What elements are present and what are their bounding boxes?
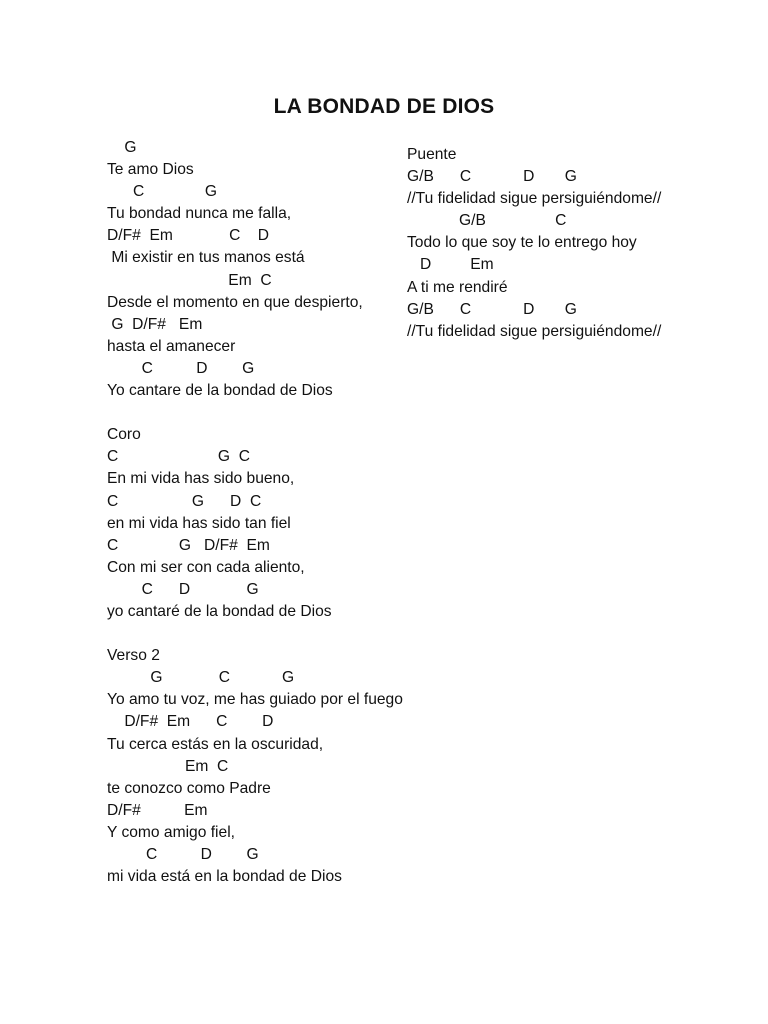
lyric-line: D/F# Em (107, 801, 208, 819)
lyric-line: C D G (107, 846, 259, 863)
lyric-line: C G D/F# Em (107, 536, 270, 554)
lyric-line: C G D C (107, 492, 262, 510)
lyric-line: //Tu fidelidad sigue persiguiéndome// (407, 322, 662, 340)
lyric-line: D Em (407, 256, 494, 274)
lyric-line: Verso 2 (107, 647, 160, 665)
lyric-line: G/B C (407, 212, 567, 230)
lyric-line: Todo lo que soy te lo entrego hoy (407, 234, 637, 252)
lyric-line: En mi vida has sido bueno, (107, 470, 295, 488)
lyric-line: C D G (107, 580, 259, 598)
lyric-line: Y como amigo fiel, (107, 823, 235, 841)
lyric-line: A ti me rendiré (407, 278, 508, 296)
lyric-line: G C G (107, 669, 295, 687)
lyric-line: G D/F# Em (107, 315, 203, 333)
lyric-line (107, 623, 403, 645)
lyric-line: G/B C D G (407, 168, 577, 186)
lyric-line: Desde el momento en que despierto, (107, 293, 363, 311)
lyric-line: D/F# Em C D (107, 713, 274, 731)
lyric-line: Em C (107, 757, 229, 775)
lyric-line: C G C (107, 448, 250, 466)
lyric-line: C D G (107, 359, 255, 377)
left-column (107, 137, 403, 888)
lyric-line: Tu bondad nunca me falla, (107, 205, 292, 223)
lyric-line: G/B C D G (407, 300, 577, 318)
lyric-line: hasta el amanecer (107, 337, 236, 355)
lyric-line: Yo amo tu voz, me has guiado por el fuego (107, 691, 403, 709)
lyric-line: te conozco como Padre (107, 779, 271, 797)
lyric-line: Te amo Dios (107, 161, 194, 179)
lyric-line: yo cantaré de la bondad de Dios (107, 602, 332, 620)
lyric-line: Coro (107, 426, 141, 444)
lyric-line: D/F# Em C D (107, 227, 270, 245)
lyric-line: Con mi ser con cada aliento, (107, 558, 305, 576)
right-column (407, 144, 661, 343)
lyric-line: C G (107, 183, 218, 201)
lyric-line: Em C (107, 271, 272, 289)
lyric-line: //Tu fidelidad sigue persiguiéndome// (407, 190, 662, 208)
lyric-line: G (107, 139, 137, 156)
lyric-line (107, 402, 403, 424)
song-title: LA BONDAD DE DIOS (273, 95, 495, 118)
lyric-line: Mi existir en tus manos está (107, 249, 305, 267)
lyric-line: Yo cantare de la bondad de Dios (107, 382, 333, 400)
lyric-line: Puente (407, 146, 457, 163)
lyric-line: Tu cerca estás en la oscuridad, (107, 735, 324, 753)
lyric-line: en mi vida has sido tan fiel (107, 514, 291, 532)
lyric-line: mi vida está en la bondad de Dios (107, 868, 342, 886)
